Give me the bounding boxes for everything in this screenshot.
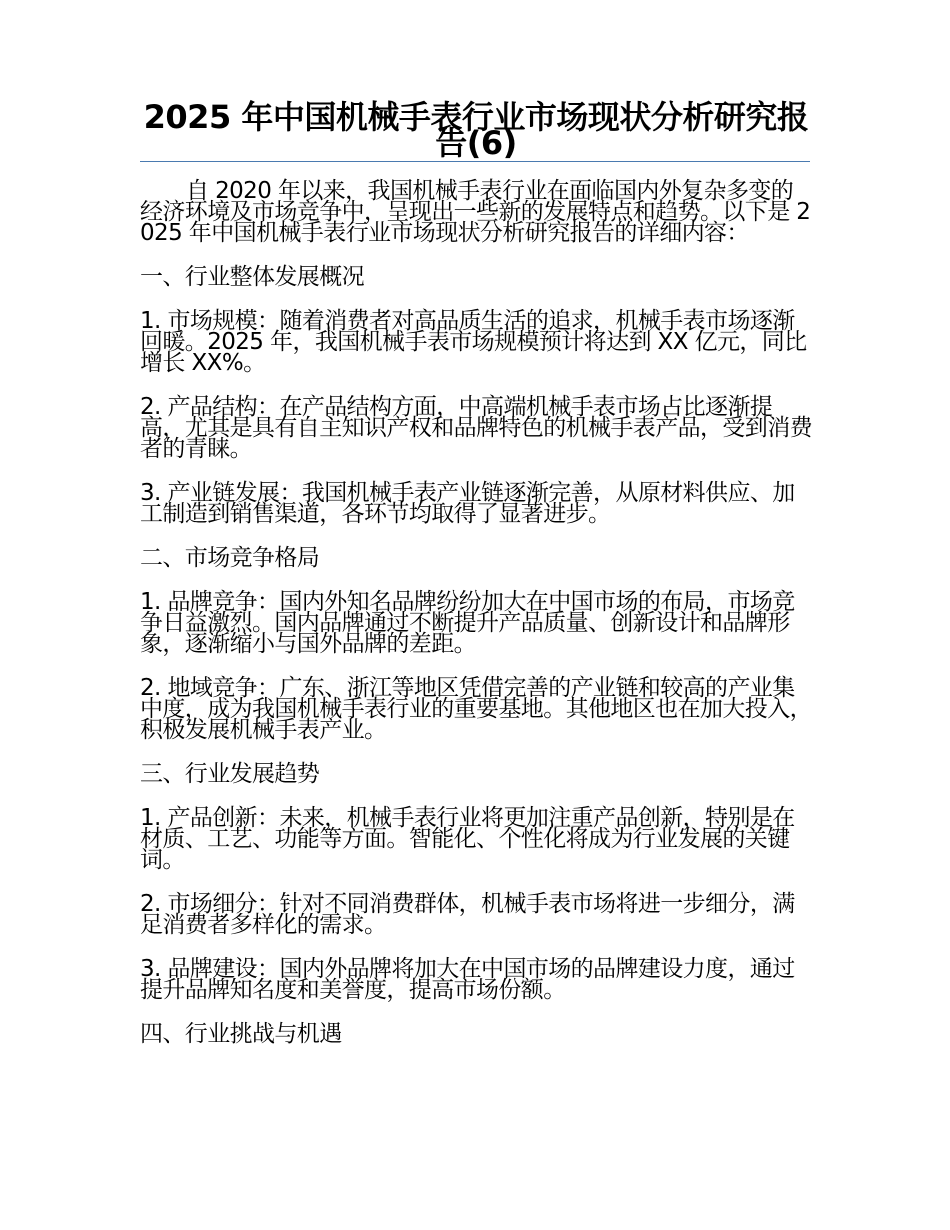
section-paragraph: 1. 产品创新：未来，机械手表行业将更加注重产品创新，特别是在材质、工艺、功能等方面。智能化、个性化将成为行业发展的关键词。 [140,805,795,873]
section-heading: 二、市场竞争格局 [140,545,320,571]
document-body [140,178,813,1068]
section-paragraph: 2. 地域竞争：广东、浙江等地区凭借完善的产业链和较高的产业集中度，成为我国机械手表行业的重要基地。其他地区也在加大投入，积极发展机械手表产业。 [140,675,813,743]
section-paragraph: 3. 品牌建设：国内外品牌将加大在中国市场的品牌建设力度，通过提升品牌知名度和美誉度，提高市场份额。 [140,956,795,1003]
section-paragraph: 2. 市场细分：针对不同消费群体，机械手表市场将进一步细分，满足消费者多样化的需求。 [140,891,795,938]
section-paragraph: 1. 品牌竞争：国内外知名品牌纷纷加大在中国市场的布局，市场竞争日益激烈。国内品牌通过不断提升产品质量、创新设计和品牌形象，逐渐缩小与国外品牌的差距。 [140,589,795,657]
intro-paragraph: 自 2020 年以来，我国机械手表行业在面临国内外复杂多变的经济环境及市场竞争中，呈现出一些新的发展特点和趋势。以下是 2025 年中国机械手表行业市场现状分析研究报告的详细内容： [140,178,811,246]
section-heading: 一、行业整体发展概况 [140,264,365,290]
section-paragraph: 1. 市场规模：随着消费者对高品质生活的追求，机械手表市场逐渐回暖。2025 年，我国机械手表市场规模预计将达到 XX 亿元，同比增长 XX%。 [140,308,807,376]
section-heading: 三、行业发展趋势 [140,761,320,787]
document-title: 2025 年中国机械手表行业市场现状分析研究报告(6) [143,98,809,162]
section-heading: 四、行业挑战与机遇 [140,1021,342,1047]
title-divider [140,161,810,162]
section-paragraph: 3. 产业链发展：我国机械手表产业链逐渐完善，从原材料供应、加工制造到销售渠道，各环节均取得了显著进步。 [140,480,795,527]
section-paragraph: 2. 产品结构：在产品结构方面，中高端机械手表市场占比逐渐提高，尤其是具有自主知识产权和品牌特色的机械手表产品，受到消费者的青睐。 [140,394,813,462]
